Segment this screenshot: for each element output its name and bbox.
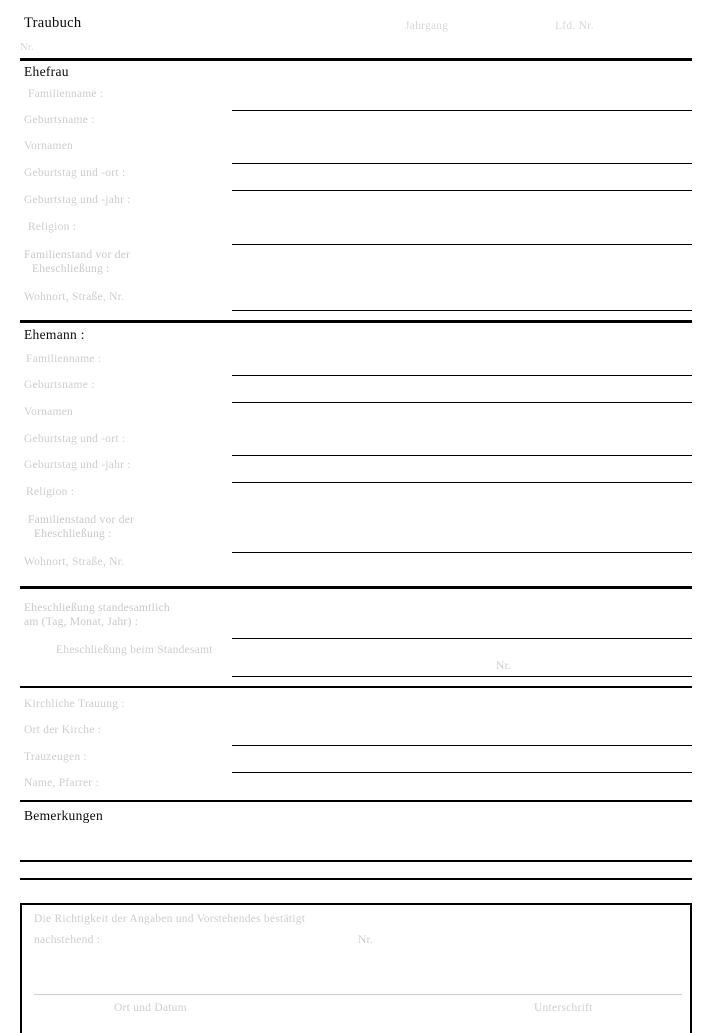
header-year-label: Jahrgang (405, 20, 449, 32)
wife-field-label-vornamen: Vornamen (24, 140, 74, 152)
attestation-number-label: Nr. (358, 934, 374, 946)
remarks-rule-1 (20, 860, 692, 862)
wife-field-label-familienstand (24, 248, 130, 276)
civil-marriage-line2: am (Tag, Monat, Jahr) : (24, 616, 139, 628)
church-field-label-trauung: Kirchliche Trauung : (24, 698, 125, 710)
civil-marriage-rule-1 (232, 638, 692, 639)
husband-familienstand-line1: Familienstand vor der (28, 514, 135, 526)
husband-field-rule-1 (232, 375, 692, 376)
wife-field-label-familienname: Familienname : (28, 88, 104, 100)
remarks-rule-2 (20, 878, 692, 880)
section-heading-husband: Ehemann : (24, 327, 85, 342)
attestation-signature-rule (34, 994, 682, 995)
husband-field-rule-3 (232, 455, 692, 456)
wife-field-rule-2 (232, 163, 692, 164)
wife-familienstand-line1: Familienstand vor der (24, 249, 131, 261)
header-divider-rule (20, 58, 692, 61)
civil-marriage-rule-2 (232, 676, 692, 677)
husband-field-label-familienname: Familienname : (26, 353, 102, 365)
page-title: Traubuch (24, 15, 82, 31)
section-heading-wife: Ehefrau (24, 64, 69, 79)
wife-field-rule-4 (232, 244, 692, 245)
wife-field-rule-3 (232, 190, 692, 191)
church-field-label-ort: Ort der Kirche : (24, 724, 102, 736)
civil-marriage-label-block (24, 601, 170, 629)
husband-field-label-wohnort: Wohnort, Straße, Nr. (24, 556, 125, 568)
husband-field-label-geburtsjahr: Geburtstag und -jahr : (24, 459, 131, 471)
church-field-label-zeugen: Trauzeugen : (24, 751, 87, 763)
wife-field-label-geburtsjahr: Geburtstag und -jahr : (24, 194, 131, 206)
attestation-signature-left-label: Ort und Datum (114, 1002, 187, 1014)
wife-section-divider-rule (20, 320, 692, 323)
husband-familienstand-line2: Eheschließung : (34, 528, 112, 540)
attestation-signature-right-label: Unterschrift (534, 1002, 593, 1014)
wife-familienstand-line2: Eheschließung : (32, 263, 110, 275)
husband-field-label-geburtsort: Geburtstag und -ort : (24, 433, 126, 445)
church-field-rule-2 (232, 772, 692, 773)
civil-marriage-label-standesamt: Eheschließung beim Standesamt (56, 644, 213, 656)
church-field-label-pfarrer: Name, Pfarrer : (24, 777, 99, 789)
church-section-divider-rule (20, 800, 692, 802)
husband-field-label-religion: Religion : (26, 486, 75, 498)
civil-marriage-label-nr: Nr. (496, 660, 512, 672)
attestation-line1: Die Richtigkeit der Angaben und Vorstehendes bestätigt (34, 913, 306, 925)
section-heading-remarks: Bemerkungen (24, 808, 104, 823)
husband-field-rule-2 (232, 402, 692, 403)
wife-field-label-religion: Religion : (28, 221, 77, 233)
wife-field-label-geburtsort: Geburtstag und -ort : (24, 167, 126, 179)
husband-field-rule-5 (232, 552, 692, 553)
wife-field-label-wohnort: Wohnort, Straße, Nr. (24, 291, 125, 303)
civil-marriage-line1: Eheschließung standesamtlich (24, 602, 170, 614)
wife-field-label-geburtsname: Geburtsname : (24, 114, 95, 126)
husband-section-divider-rule (20, 586, 692, 589)
attestation-line2: nachstehend : (34, 934, 101, 946)
wife-field-rule-5 (232, 310, 692, 311)
church-field-rule-1 (232, 745, 692, 746)
wife-field-rule-1 (232, 110, 692, 111)
husband-field-label-geburtsname: Geburtsname : (24, 379, 95, 391)
husband-field-label-familienstand (24, 513, 134, 541)
attestation-box (20, 903, 692, 1033)
husband-field-label-vornamen: Vornamen (24, 406, 74, 418)
page-subtitle: Nr. (20, 42, 34, 53)
husband-field-rule-4 (232, 482, 692, 483)
civil-marriage-divider-rule (20, 686, 692, 688)
header-number-label: Lfd. Nr. (555, 20, 594, 32)
